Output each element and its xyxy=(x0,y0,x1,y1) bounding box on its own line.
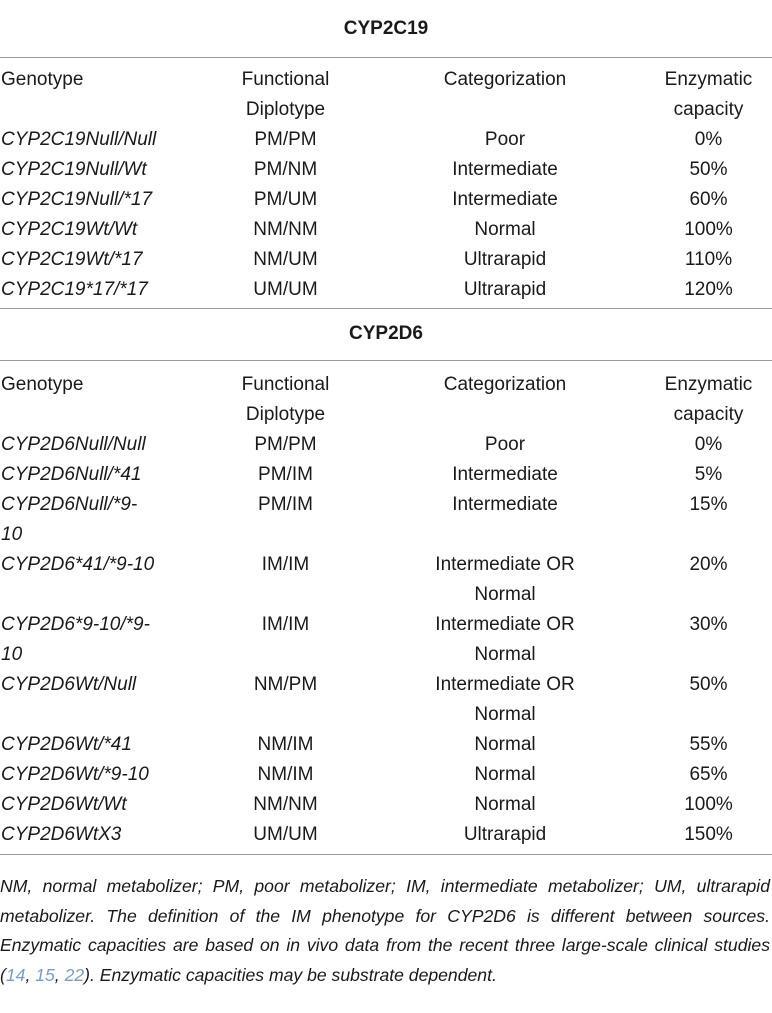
diplotype-cell: NM/UM xyxy=(253,249,318,270)
genotype-cell: CYP2C19Wt/Wt xyxy=(1,219,138,240)
footnote-tail: ). Enzymatic capacities may be substrate dependent. xyxy=(84,964,497,985)
genotype-cell: CYP2D6*41/*9-10 xyxy=(1,554,155,575)
section-title: CYP2C19 xyxy=(0,0,772,58)
genotype-cell: CYP2D6Null/Null xyxy=(1,434,146,455)
table-row xyxy=(0,610,772,670)
table-row xyxy=(0,430,772,460)
capacity-cell: 5% xyxy=(694,464,723,485)
categorization-cell: Intermediate OR Normal xyxy=(435,614,575,665)
diplotype-cell: IM/IM xyxy=(261,614,310,635)
table-row xyxy=(0,760,772,790)
diplotype-cell: PM/UM xyxy=(253,189,318,210)
capacity-cell: 55% xyxy=(689,734,728,755)
genotype-cell: CYP2D6WtX3 xyxy=(0,820,206,855)
capacity-cell: 50% xyxy=(689,674,728,695)
diplotype-cell: PM/IM xyxy=(258,464,313,485)
categorization-cell: Intermediate xyxy=(452,159,558,180)
diplotype-cell: NM/IM xyxy=(257,764,314,785)
capacity-cell: 0% xyxy=(694,129,723,150)
categorization-cell: Normal xyxy=(474,794,536,815)
header-enzymatic-capacity: Enzymatic capacity xyxy=(664,374,753,425)
header-functional-diplotype: Functional Diplotype xyxy=(241,69,330,120)
diplotype-cell: NM/NM xyxy=(253,219,318,240)
diplotype-cell: NM/IM xyxy=(257,734,314,755)
genotype-cell: CYP2C19Wt/*17 xyxy=(1,249,143,270)
capacity-cell: 60% xyxy=(689,189,728,210)
reference-link[interactable]: 22 xyxy=(64,964,85,985)
header-functional-diplotype: Functional Diplotype xyxy=(241,374,330,425)
reference-link[interactable]: 14 xyxy=(5,964,26,985)
categorization-cell: Poor xyxy=(484,129,526,150)
capacity-cell: 30% xyxy=(689,614,728,635)
diplotype-cell: UM/UM xyxy=(253,279,318,300)
footnote-separator: , xyxy=(25,964,36,985)
column-header-row xyxy=(0,361,772,431)
table-row xyxy=(0,185,772,215)
section-title: CYP2D6 xyxy=(0,309,772,361)
table-footnote xyxy=(0,872,770,990)
genotype-cell: CYP2C19Null/Wt xyxy=(1,159,147,180)
header-categorization: Categorization xyxy=(443,374,567,395)
reference-link[interactable]: 15 xyxy=(35,964,55,985)
categorization-cell: Poor xyxy=(484,434,526,455)
diplotype-cell: IM/IM xyxy=(261,554,310,575)
genotype-cell: CYP2D6Wt/*41 xyxy=(1,734,132,755)
header-enzymatic-capacity: Enzymatic capacity xyxy=(664,69,753,120)
diplotype-cell: PM/PM xyxy=(254,434,317,455)
column-header-row xyxy=(0,58,772,126)
genotype-cell: CYP2D6Null/*9- 10 xyxy=(1,494,138,545)
table-row xyxy=(0,550,772,610)
table-row xyxy=(0,730,772,760)
capacity-cell: 100% xyxy=(684,219,733,240)
capacity-cell: 0% xyxy=(694,434,723,455)
categorization-cell: Ultrarapid xyxy=(463,279,547,300)
table-row xyxy=(0,155,772,185)
table-row xyxy=(0,670,772,730)
genotype-cell: CYP2D6Wt/*9-10 xyxy=(1,764,149,785)
capacity-cell: 120% xyxy=(684,279,733,300)
categorization-cell: Ultrarapid xyxy=(365,820,645,855)
table-row xyxy=(0,215,772,245)
header-categorization: Categorization xyxy=(443,69,567,90)
categorization-cell: Intermediate xyxy=(452,464,558,485)
diplotype-cell: PM/NM xyxy=(253,159,318,180)
section-heading-row xyxy=(0,309,772,361)
table-row xyxy=(0,245,772,275)
genotype-cell: CYP2D6Wt/Wt xyxy=(1,794,127,815)
diplotype-cell: NM/NM xyxy=(253,794,318,815)
diplotype-cell: PM/IM xyxy=(258,494,313,515)
table-row xyxy=(0,125,772,155)
genotype-cell: CYP2D6Null/*41 xyxy=(1,464,142,485)
categorization-cell: Intermediate xyxy=(452,189,558,210)
table-row xyxy=(0,275,772,309)
diplotype-cell: NM/PM xyxy=(253,674,318,695)
genotype-cell: CYP2C19Null/Null xyxy=(1,129,157,150)
diplotype-cell: PM/PM xyxy=(254,129,317,150)
genotype-cell: CYP2D6*9-10/*9- 10 xyxy=(1,614,150,665)
categorization-cell: Normal xyxy=(474,764,536,785)
categorization-cell: Intermediate OR Normal xyxy=(435,674,575,725)
table-row xyxy=(0,790,772,820)
categorization-cell: Normal xyxy=(474,219,536,240)
footnote-text: NM, normal metabolizer; PM, poor metabolizer; IM, intermediate metabolizer; UM, ultrarapid metabolizer. The definition of the IM phenotype for CYP2D6 is different between sources. Enzymatic capacities are based on in vivo data from the recent three large-scale clinical studies ( xyxy=(0,876,770,985)
capacity-cell: 65% xyxy=(689,764,728,785)
capacity-cell: 150% xyxy=(645,820,772,855)
genotype-cell: CYP2C19Null/*17 xyxy=(1,189,153,210)
diplotype-cell: UM/UM xyxy=(206,820,365,855)
table-row xyxy=(0,820,772,855)
footnote-separator: , xyxy=(54,964,65,985)
capacity-cell: 20% xyxy=(689,554,728,575)
table-row xyxy=(0,460,772,490)
capacity-cell: 50% xyxy=(689,159,728,180)
categorization-cell: Ultrarapid xyxy=(463,249,547,270)
section-heading-row xyxy=(0,0,772,58)
table-row xyxy=(0,490,772,550)
capacity-cell: 110% xyxy=(684,249,733,270)
categorization-cell: Normal xyxy=(474,734,536,755)
header-genotype: Genotype xyxy=(1,374,84,395)
capacity-cell: 15% xyxy=(689,494,728,515)
categorization-cell: Intermediate OR Normal xyxy=(435,554,575,605)
capacity-cell: 100% xyxy=(684,794,733,815)
header-genotype: Genotype xyxy=(1,69,84,90)
genotype-cell: CYP2C19*17/*17 xyxy=(1,279,148,300)
categorization-cell: Intermediate xyxy=(452,494,558,515)
genotype-cell: CYP2D6Wt/Null xyxy=(1,674,137,695)
